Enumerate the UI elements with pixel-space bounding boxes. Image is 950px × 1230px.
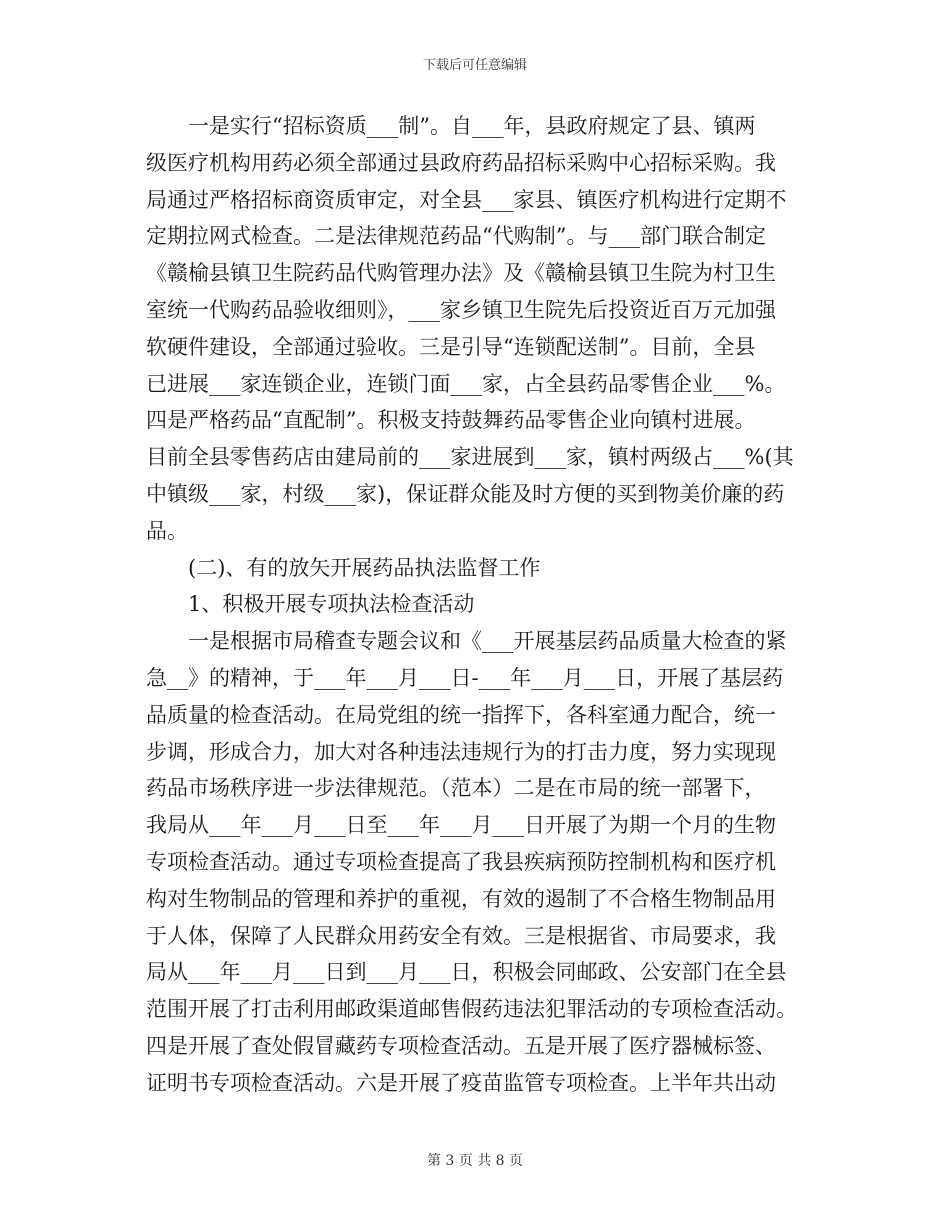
paragraph-line: 局从___年___月___日到___月___日，积极会同邮政、公安部门在全县 xyxy=(146,960,787,985)
paragraph-line: 四是严格药品“直配制”。积极支持鼓舞药品零售企业向镇村进展。 xyxy=(146,408,756,433)
page-header: 下载后可任意编辑 xyxy=(422,58,527,73)
paragraph-line: 室统一代购药品验收细则》，___家乡镇卫生院先后投资近百万元加强 xyxy=(146,297,776,322)
paragraph-line: 品。 xyxy=(146,518,188,543)
paragraph-line: 局通过严格招标商资质审定，对全县___家县、镇医疗机构进行定期不 xyxy=(146,187,787,212)
page-footer: 第 3 页 共 8 页 xyxy=(426,1153,524,1169)
paragraph-line: 已进展___家连锁企业，连锁门面___家，占全县药品零售企业___%。 xyxy=(146,371,786,396)
paragraph-line: 品质量的检查活动。在局党组的统一指挥下，各科室通力配合，统一 xyxy=(146,702,776,727)
paragraph-line: 构对生物制品的管理和养护的重视，有效的遏制了不合格生物制品用 xyxy=(146,886,776,911)
paragraph-line: 步调，形成合力，加大对各种违法违规行为的打击力度，努力实现现 xyxy=(146,739,776,764)
paragraph-line: 一是根据市局稽查专题会议和《___开展基层药品质量大检查的紧 xyxy=(188,629,787,654)
paragraph-line: 定期拉网式检查。二是法律规范药品“代购制”。与___部门联合制定 xyxy=(146,224,766,249)
section-heading: (二)、有的放矢开展药品执法监督工作 xyxy=(188,555,541,580)
paragraph-line: 急__》的精神，于___年___月___日-___年___月___日，开展了基层药 xyxy=(146,665,784,690)
paragraph-line: 中镇级___家，村级___家)，保证群众能及时方便的买到物美价廉的药 xyxy=(146,481,785,506)
paragraph-line: 证明书专项检查活动。六是开展了疫苗监管专项检查。上半年共出动 xyxy=(146,1070,776,1095)
paragraph-line: 范围开展了打击利用邮政渠道邮售假药违法犯罪活动的专项检查活动。 xyxy=(146,997,797,1022)
paragraph-line: 一是实行“招标资质___制”。自___年，县政府规定了县、镇两 xyxy=(188,114,756,138)
paragraph-line: 于人体，保障了人民群众用药安全有效。三是根据省、市局要求，我 xyxy=(146,923,776,948)
paragraph-line: 专项检查活动。通过专项检查提高了我县疾病预防控制机构和医疗机 xyxy=(146,849,776,874)
subsection-heading: 1、积极开展专项执法检查活动 xyxy=(188,592,475,617)
paragraph-line: 目前全县零售药店由建局前的___家进展到___家，镇村两级占___%(其 xyxy=(146,445,794,470)
paragraph-line: 级医疗机构用药必须全部通过县政府药品招标采购中心招标采购。我 xyxy=(146,150,776,175)
paragraph-line: 《赣榆县镇卫生院药品代购管理办法》及《赣榆县镇卫生院为村卫生 xyxy=(146,261,776,286)
paragraph-line: 软硬件建设，全部通过验收。三是引导“连锁配送制”。目前，全县 xyxy=(146,334,756,359)
paragraph-line: 药品市场秩序进一步法律规范。（范本）二是在市局的统一部署下， xyxy=(146,776,766,801)
document-body xyxy=(146,108,806,1102)
paragraph-line: 我局从___年___月___日至___年___月___日开展了为期一个月的生物 xyxy=(146,813,776,838)
paragraph-line: 四是开展了查处假冒藏药专项检查活动。五是开展了医疗器械标签、 xyxy=(146,1033,776,1058)
